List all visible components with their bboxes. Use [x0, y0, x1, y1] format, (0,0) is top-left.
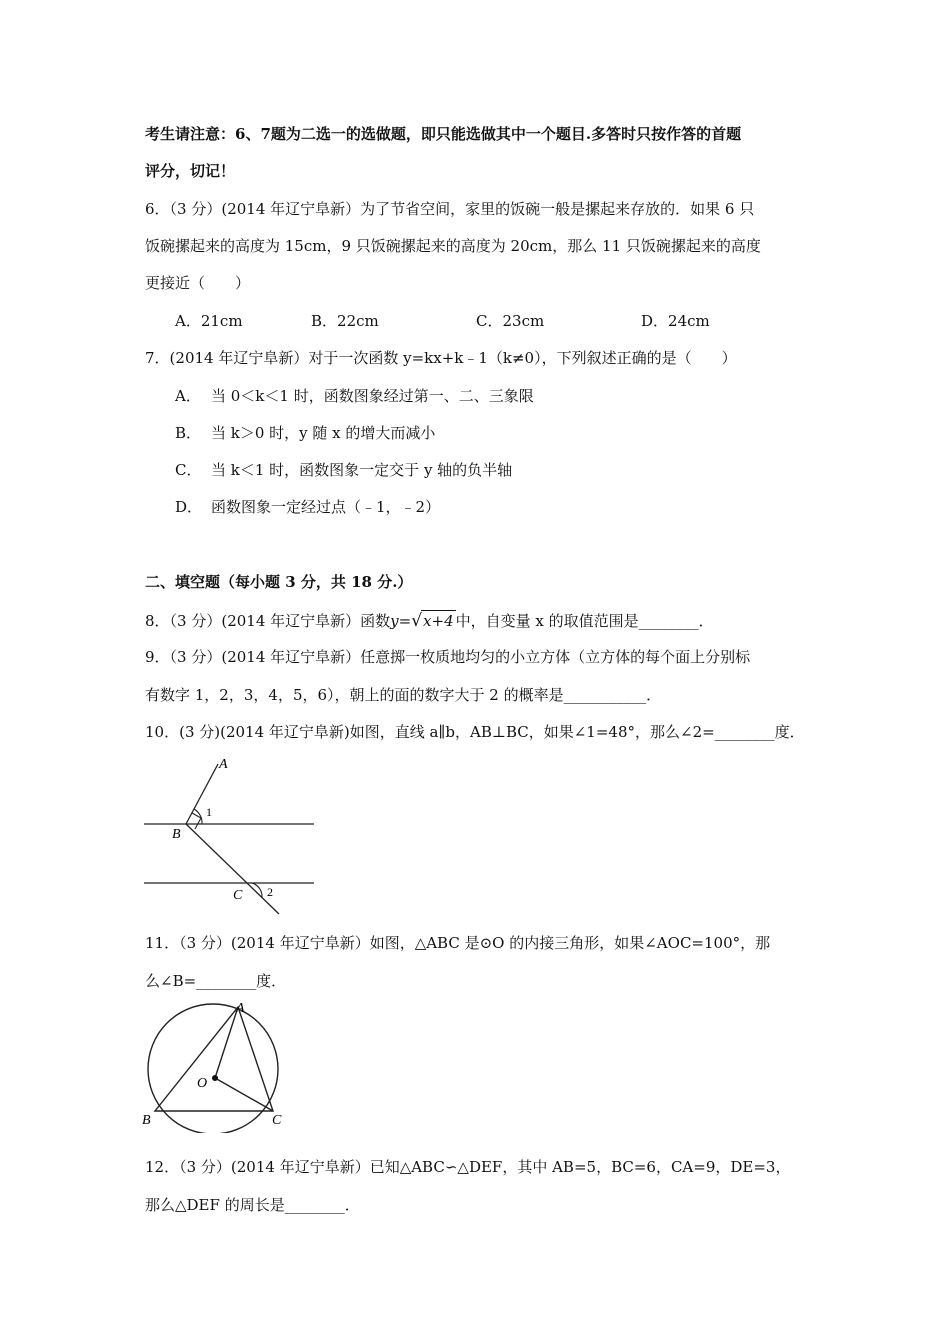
- q6-option-a: A．21cm: [175, 312, 243, 330]
- q7-choice-c-text: 当 k＜1 时，函数图象一定交于 y 轴的负半轴: [211, 461, 513, 479]
- label-b: B: [142, 1113, 151, 1128]
- q8-prefix: 8．（3 分）(2014 年辽宁阜新）函数: [145, 612, 391, 630]
- notice-line-2: 评分，切记！: [145, 162, 236, 180]
- q8-line: [145, 610, 714, 631]
- label-angle-1: 1: [206, 805, 212, 819]
- q10-stem: 10．(3 分)(2014 年辽宁阜新)如图，直线 a∥b，AB⊥BC，如果∠1=48°，那么∠2=________度．: [145, 723, 805, 741]
- center-dot-icon: [212, 1075, 218, 1081]
- label-angle-2: 2: [267, 885, 273, 899]
- q11-line-1: 11．（3 分）(2014 年辽宁阜新）如图，△ABC 是⊙O 的内接三角形，如果∠AOC=100°，那: [145, 934, 771, 952]
- q7-choice-b: [175, 423, 435, 443]
- q12-line-1: 12．（3 分）(2014 年辽宁阜新）已知△ABC∽△DEF，其中 AB=5，BC=6，CA=9，DE=3，: [145, 1158, 791, 1176]
- q9-line-2: 有数字 1，2，3，4，5，6），朝上的面的数字大于 2 的概率是___________．: [145, 686, 662, 704]
- q8-formula-lhs: y=: [390, 612, 412, 630]
- q7-choice-d-text: 函数图象一定经过点（﹣1，﹣2）: [211, 498, 441, 516]
- q6-option-d: D．24cm: [641, 312, 710, 330]
- q7-stem: 7．(2014 年辽宁阜新）对于一次函数 y=kx+k﹣1（k≠0），下列叙述正确的是（ ）: [145, 349, 737, 367]
- q6-line-2: 饭碗摞起来的高度为 15cm，9 只饭碗摞起来的高度为 20cm，那么 11 只饭碗摞起来的高度: [145, 237, 761, 255]
- q7-choice-a: [175, 386, 534, 406]
- q10-parallel-lines-figure: [140, 752, 320, 917]
- q6-line-3: 更接近（ ）: [145, 274, 251, 292]
- triangle-abc: [155, 1007, 273, 1111]
- q9-line-1: 9．（3 分）(2014 年辽宁阜新）任意掷一枚质地均匀的小立方体（立方体的每个面上分别标: [145, 648, 751, 666]
- q12-line-2: 那么△DEF 的周长是________．: [145, 1196, 360, 1214]
- q7-choice-a-text: 当 0＜k＜1 时，函数图象经过第一、二、三象限: [211, 387, 534, 405]
- segment-oa: [215, 1007, 238, 1078]
- q7-choice-b-letter: B．: [175, 424, 202, 442]
- label-b: B: [172, 827, 181, 842]
- label-c: C: [233, 888, 243, 903]
- q6-option-c: C．23cm: [476, 312, 545, 330]
- label-o: O: [197, 1076, 208, 1091]
- label-a: A: [236, 1001, 245, 1016]
- q6-option-b: B．22cm: [311, 312, 379, 330]
- section-2-heading: 二、填空题（每小题 3 分，共 18 分.）: [145, 573, 413, 591]
- q7-choice-a-letter: A．: [175, 387, 201, 405]
- notice-line-1: 考生请注意：6、7题为二选一的选做题，即只能选做其中一个题目.多答时只按作答的首题: [145, 125, 742, 143]
- right-angle-mark-icon: [192, 813, 201, 829]
- q6-line-1: 6．（3 分）(2014 年辽宁阜新）为了节省空间，家里的饭碗一般是摞起来存放的．如果 6 只: [145, 200, 755, 218]
- q11-circle-figure: [138, 998, 298, 1133]
- q7-choice-c: [175, 460, 512, 480]
- sqrt-symbol-icon: √: [411, 611, 423, 631]
- q11-line-2: 么∠B=________度．: [145, 972, 287, 990]
- q7-choice-d-letter: D．: [175, 498, 203, 516]
- q7-choice-d: [175, 497, 440, 517]
- label-c: C: [272, 1113, 282, 1128]
- segment-ab: [186, 764, 218, 824]
- q7-choice-c-letter: C．: [175, 461, 202, 479]
- q8-suffix: 中，自变量 x 的取值范围是________．: [455, 612, 714, 630]
- q7-choice-b-text: 当 k＞0 时，y 随 x 的增大而减小: [211, 424, 436, 442]
- segment-oc: [215, 1078, 273, 1111]
- label-a: A: [219, 757, 228, 772]
- q8-formula-radicand: x+4: [423, 612, 454, 630]
